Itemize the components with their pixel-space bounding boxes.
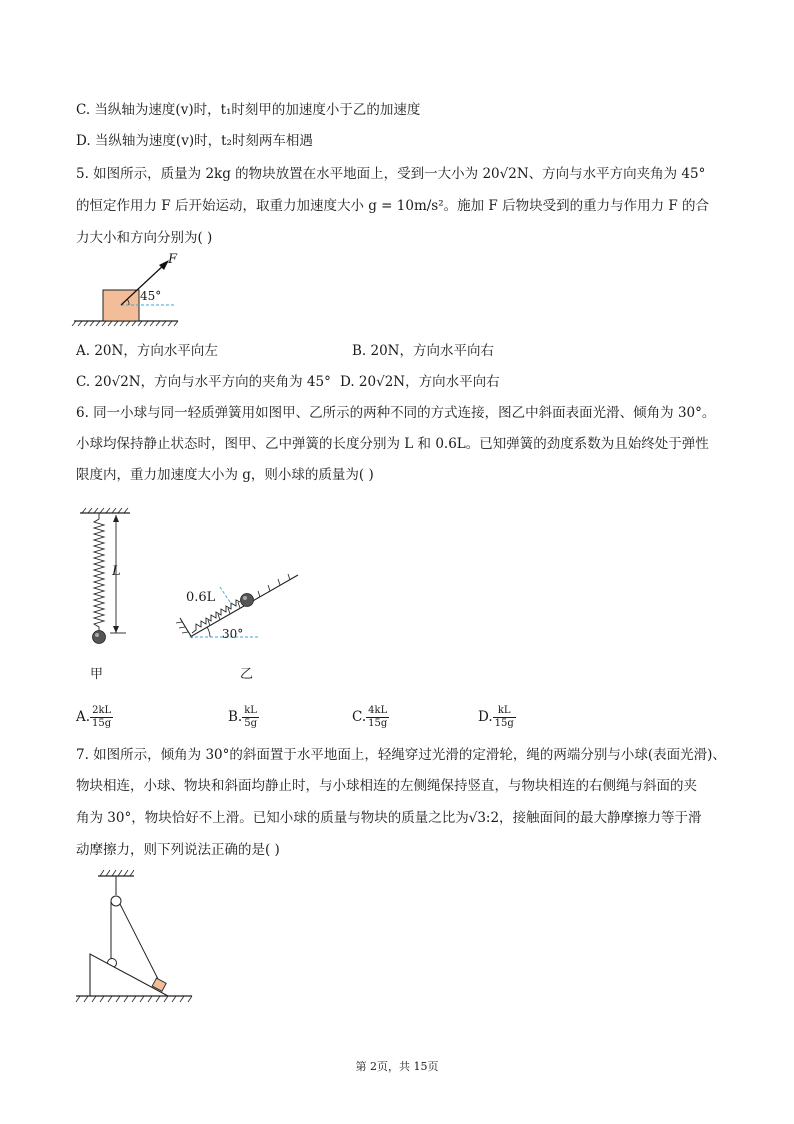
- q5-option-a: A. 20N，方向水平向左: [76, 343, 218, 359]
- ceiling-hatch: [82, 508, 128, 513]
- q7-figure: [72, 866, 202, 1011]
- q7-stem-line1: 7. 如图所示，倾角为 30°的斜面置于水平地面上，轻绳穿过光滑的定滑轮，绳的两端分别与小球(表面光滑)、: [76, 747, 726, 763]
- q4-option-c: C. 当纵轴为速度(v)时，t₁时刻甲的加速度小于乙的加速度: [76, 102, 421, 118]
- incline-perp-dashed: [220, 587, 232, 605]
- q7-ground-hatch: [76, 996, 192, 1002]
- q5-stem-line3: 力大小和方向分别为( ): [76, 230, 213, 246]
- q7-ceiling-hatch: [100, 870, 134, 876]
- q4-option-d: D. 当纵轴为速度(v)时，t₂时刻两车相遇: [76, 133, 313, 149]
- q6-label-06L: 0.6L: [186, 590, 216, 605]
- q6-option-d: [478, 705, 516, 730]
- q6-option-a-den: 15g: [92, 718, 112, 729]
- q6-option-a: [76, 705, 113, 730]
- incline-angle-arc: [207, 627, 210, 637]
- block: [103, 290, 139, 321]
- q6-option-c-num: 4kL: [366, 705, 389, 718]
- q6-option-c-fraction: [366, 705, 389, 730]
- q6-option-b-den: 5g: [244, 718, 257, 729]
- page-footer: 第 2页，共 15页: [355, 1060, 439, 1073]
- q6-stem-line3: 限度内，重力加速度大小为 g，则小球的质量为( ): [76, 467, 374, 483]
- q6-label-L: L: [112, 564, 121, 579]
- q6-figure-svg: [70, 505, 320, 655]
- q6-option-a-letter: A.: [76, 709, 91, 725]
- pulley: [111, 896, 121, 906]
- q6-option-b-fraction: [242, 705, 259, 730]
- q6-option-c: [352, 705, 389, 730]
- ball-yi: [241, 594, 254, 607]
- q6-stem-line2: 小球均保持静止状态时，图甲、乙中弹簧的长度分别为 L 和 0.6L。已知弹簧的劲度系数为且始终处于弹性: [76, 436, 709, 452]
- q6-option-d-letter: D.: [478, 709, 493, 725]
- q6-option-b: [228, 705, 259, 730]
- ball-jia: [93, 631, 106, 644]
- q7-figure-svg: [72, 866, 202, 1011]
- q5-stem-line1: 5. 如图所示，质量为 2kg 的物块放置在水平地面上，受到一大小为 20√2N、方向与水平方向夹角为 45°: [76, 166, 706, 182]
- q6-option-d-den: 15g: [494, 718, 514, 729]
- ball-jia-highlight: [95, 633, 99, 637]
- q5-option-c: C. 20√2N，方向与水平方向的夹角为 45°: [76, 374, 331, 390]
- q5-figure: [70, 252, 190, 332]
- q7-stem-line3: 角为 30°，物块恰好不上滑。已知小球的质量与物块的质量之比为√3:2，接触面间的最大静摩擦力等于滑: [76, 810, 702, 826]
- q6-figure: [70, 505, 320, 685]
- vertical-spring: [94, 513, 104, 631]
- q6-option-a-num: 2kL: [90, 705, 113, 718]
- length-arrow-bottom: [113, 626, 119, 633]
- length-arrow-top: [113, 515, 119, 522]
- q6-option-d-num: kL: [493, 705, 516, 718]
- q5-label-F: F: [168, 252, 178, 267]
- q7-stem-line4: 动摩擦力，则下列说法正确的是( ): [76, 842, 280, 858]
- q6-stem-line1: 6. 同一小球与同一轻质弹簧用如图甲、乙所示的两种不同的方式连接，图乙中斜面表面光滑、倾角为 30°。: [76, 405, 716, 421]
- ball-yi-highlight: [243, 596, 247, 600]
- q6-option-b-num: kL: [242, 705, 259, 718]
- q6-option-c-den: 15g: [368, 718, 388, 729]
- q6-option-d-fraction: [493, 705, 516, 730]
- q5-stem-line2: 的恒定作用力 F 后开始运动，取重力加速度大小 g = 10m/s²。施加 F 后物块受到的重力与作用力 F 的合: [76, 198, 710, 214]
- q6-option-b-letter: B.: [228, 709, 243, 725]
- q6-option-a-fraction: [90, 705, 113, 730]
- q7-stem-line2: 物块相连，小球、物块和斜面均静止时，与小球相连的左侧绳保持竖直，与物块相连的右侧绳与斜面的夹: [76, 778, 697, 794]
- ground-hatch: [72, 321, 178, 326]
- wall-line: [180, 618, 192, 638]
- q6-option-c-letter: C.: [352, 709, 367, 725]
- q5-option-b: B. 20N，方向水平向右: [352, 343, 494, 359]
- q5-label-angle: 45°: [140, 289, 162, 303]
- q6-caption-yi: 乙: [240, 667, 254, 682]
- q6-caption-jia: 甲: [90, 667, 104, 682]
- q5-option-d: D. 20√2N，方向水平向右: [340, 374, 500, 390]
- q6-label-30: 30°: [222, 627, 244, 641]
